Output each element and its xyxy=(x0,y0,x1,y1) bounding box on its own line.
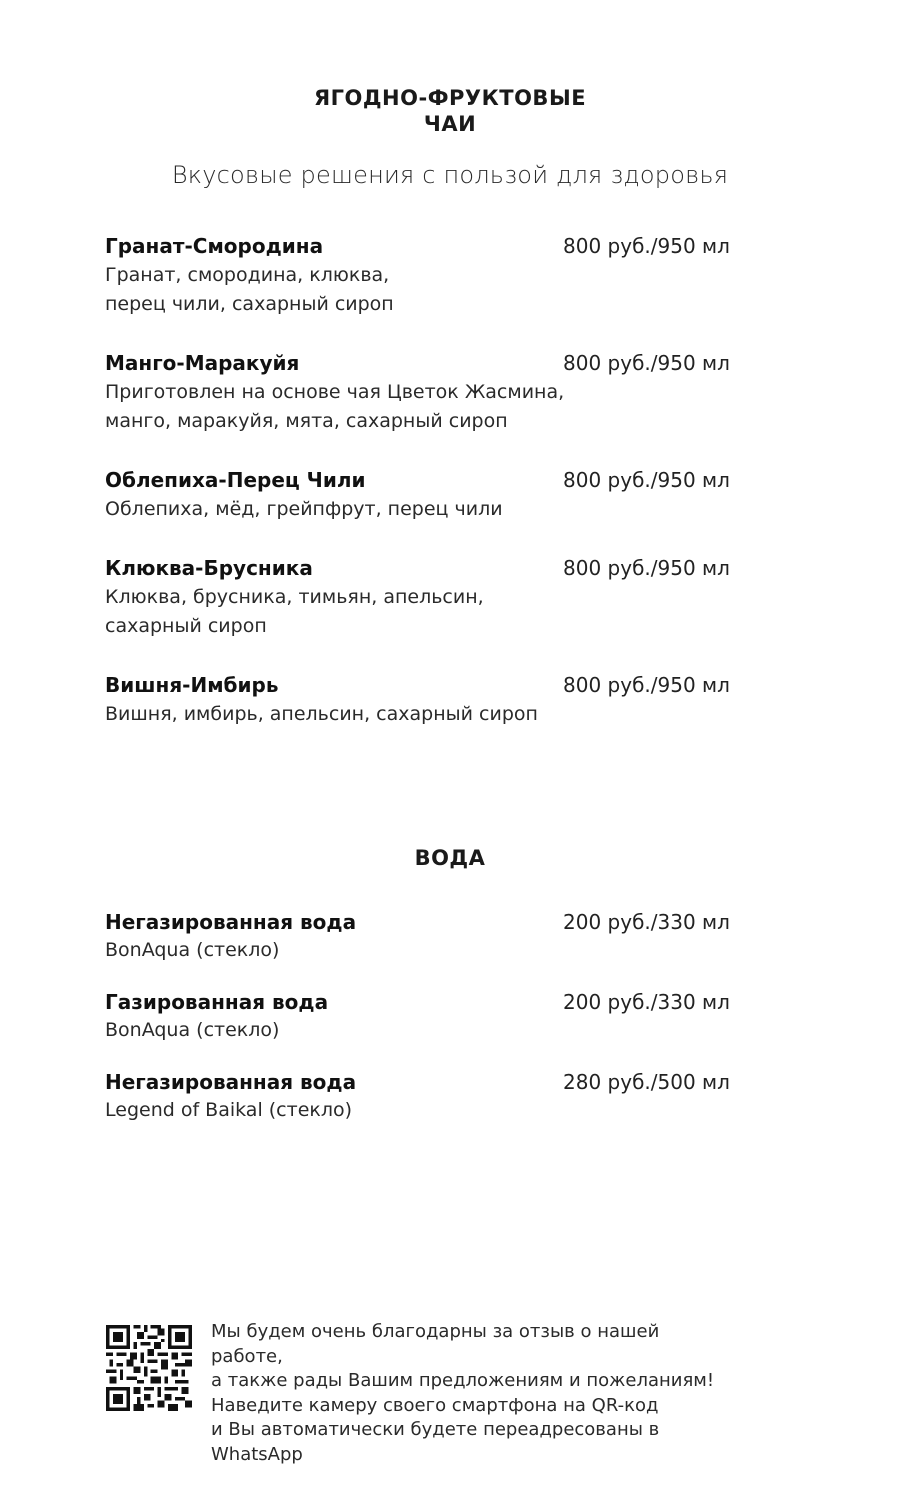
item-description xyxy=(105,261,715,319)
item-name: Манго-Маракуйя xyxy=(105,351,300,375)
item-name: Вишня-Имбирь xyxy=(105,673,279,697)
item-description-line: перец чили, сахарный сироп xyxy=(105,293,394,315)
item-description-line: Вишня, имбирь, апельсин, сахарный сироп xyxy=(105,703,538,725)
item-description-line: манго, маракуйя, мята, сахарный сироп xyxy=(105,410,508,432)
item-description-line: BonAqua (стекло) xyxy=(105,1019,280,1041)
menu-item xyxy=(105,671,730,729)
item-description-line: Приготовлен на основе чая Цветок Жасмина, xyxy=(105,381,565,403)
item-price: 800 руб./950 мл xyxy=(563,673,730,697)
item-price: 800 руб./950 мл xyxy=(563,234,730,258)
footer-line: Мы будем очень благодарны за отзыв о нашей работе, xyxy=(211,1321,660,1367)
item-description xyxy=(105,378,715,436)
item-name: Облепиха-Перец Чили xyxy=(105,468,366,492)
item-description-line: сахарный сироп xyxy=(105,615,267,637)
item-description xyxy=(105,1097,715,1123)
item-price: 800 руб./950 мл xyxy=(563,351,730,375)
item-description xyxy=(105,700,715,729)
item-description xyxy=(105,1017,715,1043)
menu-item xyxy=(105,988,730,1043)
tea-section-title xyxy=(0,85,900,137)
menu-item xyxy=(105,349,730,436)
footer-line: и Вы автоматически будете переадресованы в WhatsApp xyxy=(211,1419,660,1465)
item-description xyxy=(105,583,715,641)
item-description-line: Legend of Baikal (стекло) xyxy=(105,1099,353,1121)
tea-section-subtitle: Вкусовые решения с пользой для здоровья xyxy=(171,161,729,189)
menu-item xyxy=(105,554,730,641)
menu-item xyxy=(105,466,730,524)
item-name: Негазированная вода xyxy=(105,910,357,934)
menu-item xyxy=(105,232,730,319)
item-price: 800 руб./950 мл xyxy=(563,556,730,580)
item-description-line: BonAqua (стекло) xyxy=(105,939,280,961)
item-description-line: Облепиха, мёд, грейпфрут, перец чили xyxy=(105,498,503,520)
item-description xyxy=(105,937,715,963)
footer-line: Наведите камеру своего смартфона на QR-код xyxy=(211,1394,659,1416)
item-price: 280 руб./500 мл xyxy=(563,1070,730,1094)
item-price: 200 руб./330 мл xyxy=(563,990,730,1014)
item-name: Газированная вода xyxy=(105,990,329,1014)
item-price: 800 руб./950 мл xyxy=(563,468,730,492)
item-description-line: Клюква, брусника, тимьян, апельсин, xyxy=(105,586,484,608)
item-name: Клюква-Брусника xyxy=(105,556,313,580)
tea-title-line-1: ЯГОДНО-ФРУКТОВЫЕ xyxy=(313,86,587,110)
qr-code-icon[interactable] xyxy=(106,1325,192,1411)
menu-item xyxy=(105,1068,730,1123)
water-title: ВОДА xyxy=(414,846,486,870)
item-price: 200 руб./330 мл xyxy=(563,910,730,934)
footer-note xyxy=(211,1320,731,1467)
item-description-line: Гранат, смородина, клюква, xyxy=(105,264,390,286)
water-section-title xyxy=(0,845,900,871)
footer-line: а также рады Вашим предложениям и пожеланиям! xyxy=(211,1370,715,1391)
tea-title-line-2: ЧАИ xyxy=(423,112,477,136)
item-name: Гранат-Смородина xyxy=(105,234,324,258)
item-name: Негазированная вода xyxy=(105,1070,357,1094)
item-description xyxy=(105,495,715,524)
menu-item xyxy=(105,908,730,963)
